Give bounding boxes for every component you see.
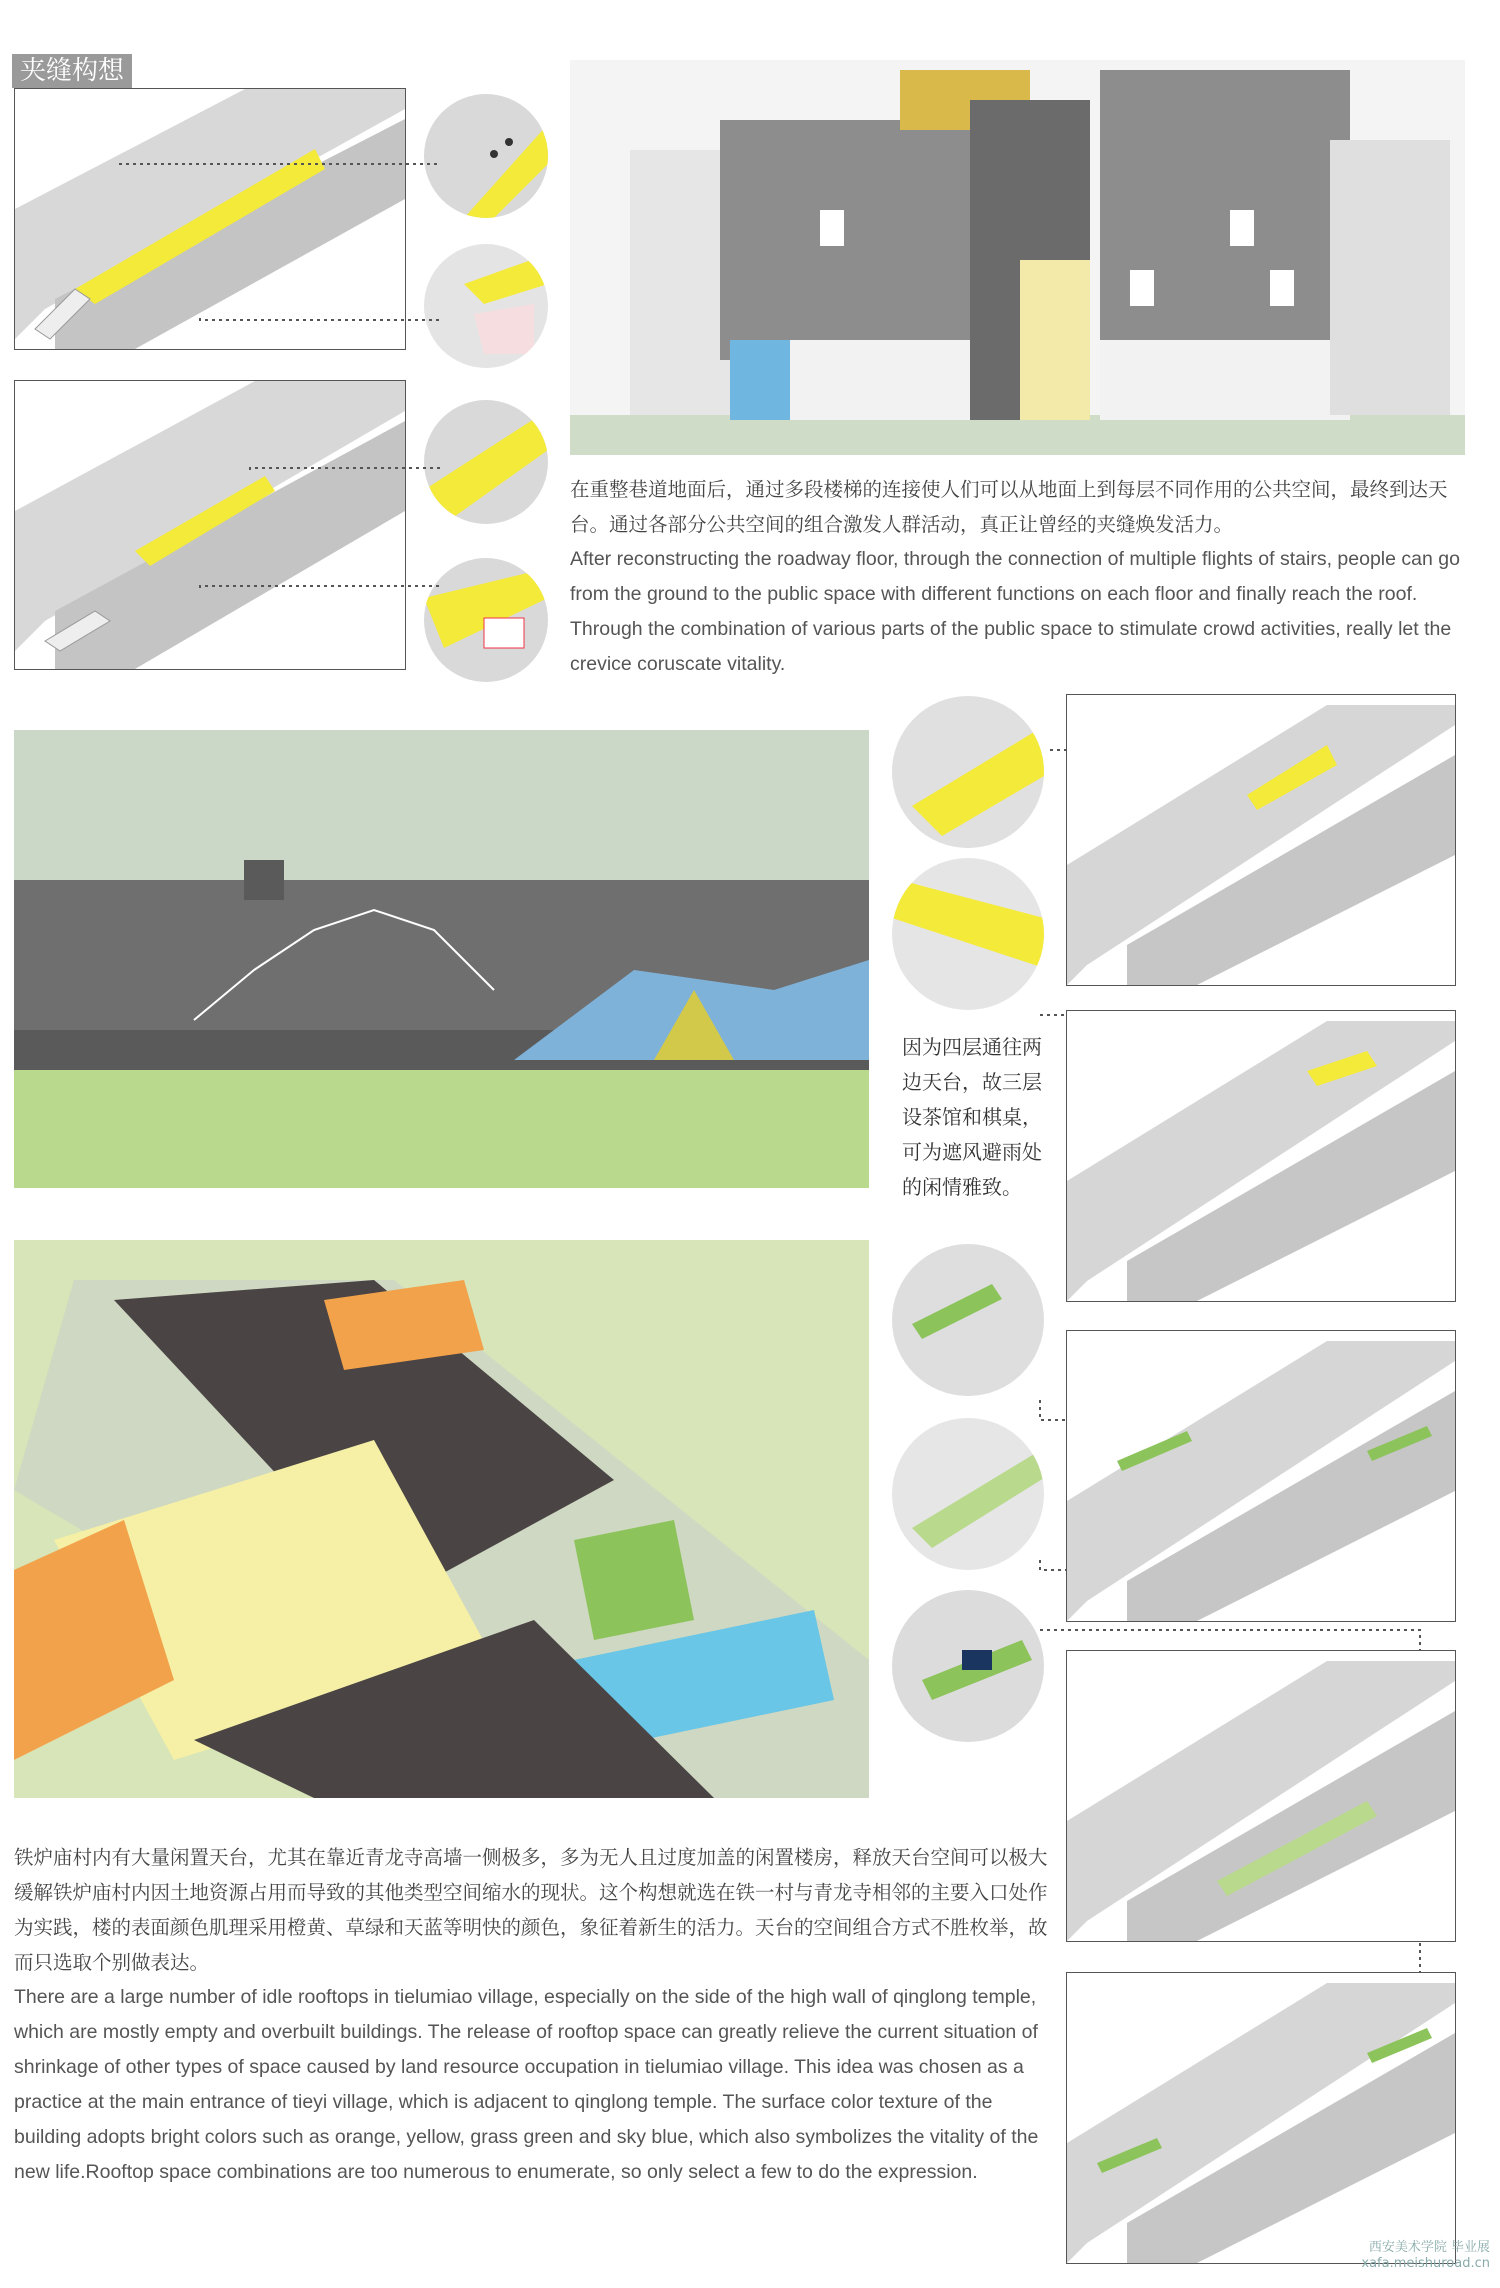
iso-diagram-7 (1066, 1972, 1456, 2264)
rooftop-text (14, 1840, 1064, 2190)
section-elevation (14, 730, 869, 1188)
zoom-circle-9 (892, 1590, 1044, 1742)
rooftop-en: There are a large number of idle rooftops in tielumiao village, especially on the side of the high wall of qinglong temple, which are mostly empty and overbuilt buildings. The release of rooftop space can greatly relieve the current situation of shrinkage of other types of space caused by land resource occupation in tielumiao village. This idea was chosen as a practice at the main entrance of tieyi village, which is adjacent to qinglong temple. The surface color texture of the building adopts bright colors such as orange, yellow, grass green and sky blue, which also symbolizes the vitality of the new life.Rooftop space combinations are too numerous to enumerate, so only select a few to do the expression. (14, 1986, 1039, 2183)
intro-cn: 在重整巷道地面后，通过多段楼梯的连接使人们可以从地面上到每层不同作用的公共空间，最终到达天台。通过各部分公共空间的组合激发人群活动，真正让曾经的夹缝焕发活力。 (570, 478, 1448, 536)
watermark-line2: xafa.meishuroad.cn (1361, 2256, 1490, 2271)
iso-diagram-6 (1066, 1650, 1456, 1942)
zoom-circle-6 (892, 858, 1044, 1010)
zoom-circle-5 (892, 696, 1044, 848)
side-note: 因为四层通往两边天台，故三层设茶馆和棋桌，可为遮风避雨处的闲情雅致。 (902, 1035, 1042, 1199)
watermark (1320, 2240, 1490, 2272)
watermark-line1: 西安美术学院 毕业展 (1368, 2240, 1490, 2255)
rooftop-render (14, 1240, 869, 1798)
iso-diagram-3 (1066, 694, 1456, 986)
section-title: 夹缝构想 (12, 54, 132, 88)
intro-en: After reconstructing the roadway floor, through the connection of multiple flights of stairs, people can go from the ground to the public space with different functions on each floor and finally reach the roof. Through the combination of various parts of the public space to stimulate crowd activities, really let the crevice coruscate vitality. (570, 548, 1460, 675)
iso-diagram-5 (1066, 1330, 1456, 1622)
elevation-drawing (570, 60, 1465, 455)
rooftop-cn: 铁炉庙村内有大量闲置天台，尤其在靠近青龙寺高墙一侧极多，多为无人且过度加盖的闲置楼房，释放天台空间可以极大缓解铁炉庙村内因土地资源占用而导致的其他类型空间缩水的现状。这个构想就选在铁一村与青龙寺相邻的主要入口处作为实践，楼的表面颜色肌理采用橙黄、草绿和天蓝等明快的颜色，象征着新生的活力。天台的空间组合方式不胜枚举，故而只选取个别做表达。 (14, 1846, 1048, 1974)
zoom-circle-8 (892, 1418, 1044, 1570)
zoom-circle-7 (892, 1244, 1044, 1396)
intro-text (570, 472, 1465, 682)
iso-diagram-4 (1066, 1010, 1456, 1302)
